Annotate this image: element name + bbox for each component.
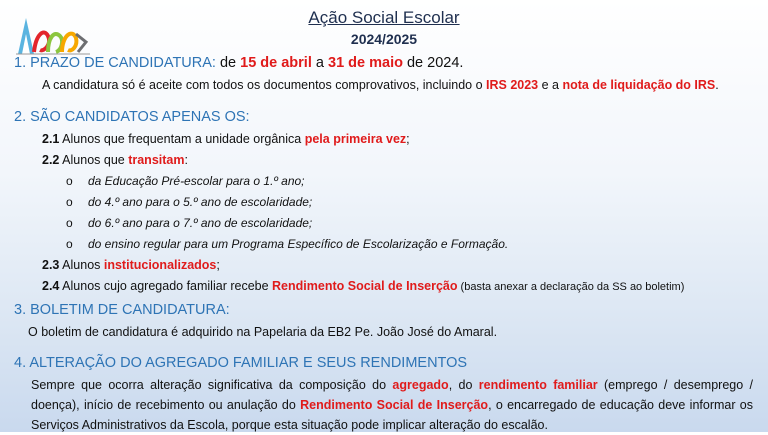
text: :: [184, 153, 188, 167]
list-item: [66, 216, 312, 230]
bullet-icon: o: [66, 195, 73, 209]
highlight: Rendimento Social de Inserção: [300, 398, 489, 412]
item-2-3: [42, 258, 220, 272]
item-2-2: [42, 153, 188, 167]
list-item-text: do 4.º ano para o 5.º ano de escolaridade;: [88, 195, 313, 209]
highlight: Rendimento Social de Inserção: [272, 279, 458, 293]
item-2-1: [42, 132, 410, 146]
start-date: 15 de abril: [240, 55, 312, 71]
text: Sempre que ocorra alteração significativa da composição do: [31, 378, 393, 392]
highlight: IRS 2023: [486, 78, 539, 92]
section-2-heading: 2. SÃO CANDIDATOS APENAS OS:: [14, 109, 250, 125]
text: Alunos que frequentam a unidade orgânica: [59, 132, 305, 146]
list-item-text: do 6.º ano para o 7.º ano de escolaridade;: [88, 216, 313, 230]
text: , o encarregado de educação deve informar os Serviços Administrativos da Escola, porque esta situação pode implicar alteração do escalão.: [31, 398, 753, 432]
list-item: [66, 195, 312, 209]
highlight: agregado: [392, 378, 449, 392]
item-2-4: [42, 279, 684, 293]
text: (emprego / desemprego / doença), início de recebimento ou anulação do: [31, 378, 754, 412]
school-year: 2024/2025: [350, 31, 418, 47]
highlight: rendimento familiar: [478, 378, 598, 392]
list-item: [66, 237, 508, 251]
text: e a: [538, 78, 563, 92]
section-4-heading: 4. ALTERAÇÃO DO AGREGADO FAMILIAR E SEUS RENDIMENTOS: [14, 355, 468, 371]
list-item: [66, 174, 305, 188]
section-3-text: O boletim de candidatura é adquirido na Papelaria da EB2 Pe. João José do Amaral.: [28, 325, 498, 339]
text: Alunos cujo agregado familiar recebe: [59, 279, 273, 293]
item-number: 2.3: [42, 258, 60, 272]
list-item-text: da Educação Pré-escolar para o 1.º ano;: [88, 174, 305, 188]
section-1-heading: [14, 55, 463, 71]
section-3-heading: 3. BOLETIM DE CANDIDATURA:: [14, 302, 230, 318]
item-number: 2.2: [42, 153, 60, 167]
text: Alunos que: [59, 153, 129, 167]
end-date: 31 de maio: [328, 55, 403, 71]
text: .: [715, 78, 719, 92]
highlight: nota de liquidação do IRS: [562, 78, 716, 92]
bullet-icon: o: [66, 174, 73, 188]
bullet-icon: o: [66, 216, 73, 230]
text: ;: [406, 132, 410, 146]
text: (basta anexar a declaração da SS ao boletim): [457, 281, 685, 293]
list-item-text: do ensino regular para um Programa Específico de Escolarização e Formação.: [88, 237, 509, 251]
section-1-label: 1. PRAZO DE CANDIDATURA:: [14, 55, 216, 71]
page-title: Ação Social Escolar: [308, 8, 460, 27]
text: de 2024.: [402, 55, 464, 71]
bullet-icon: o: [66, 237, 73, 251]
text: , do: [448, 378, 479, 392]
section-1-note: [42, 78, 719, 92]
text: a: [311, 55, 328, 71]
highlight: pela primeira vez: [304, 132, 407, 146]
text: Alunos: [59, 258, 104, 272]
text: A candidatura só é aceite com todos os documentos comprovativos, incluindo o: [42, 78, 487, 92]
item-number: 2.1: [42, 132, 60, 146]
item-number: 2.4: [42, 279, 60, 293]
highlight: transitam: [128, 153, 185, 167]
highlight: institucionalizados: [103, 258, 217, 272]
text: ;: [216, 258, 220, 272]
text: de: [215, 55, 241, 71]
section-4-paragraph: [31, 375, 753, 435]
